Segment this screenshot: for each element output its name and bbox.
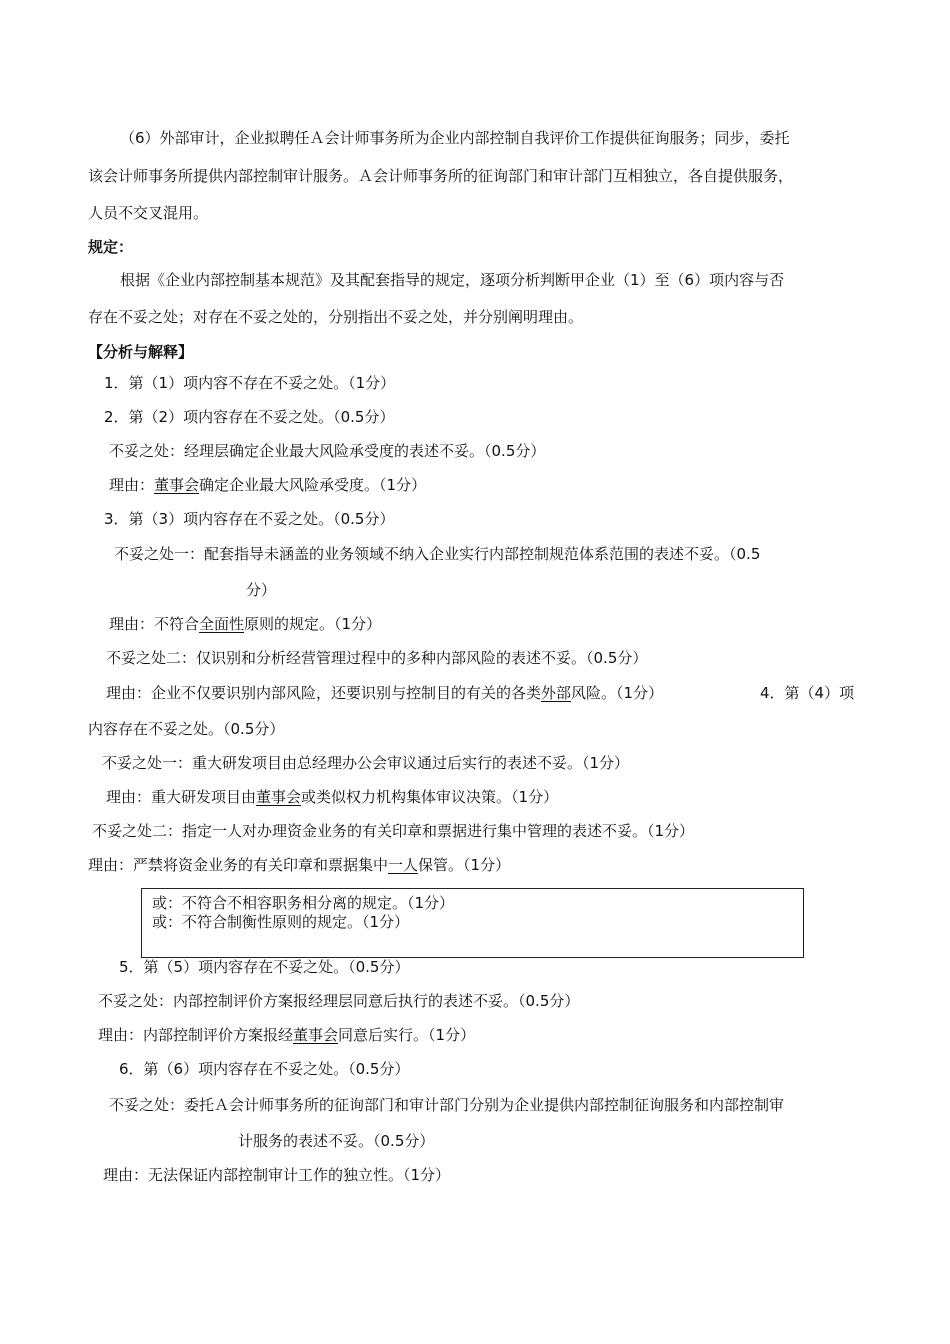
item-1: 1．第（1）项内容不存在不妥之处。（1分） — [104, 374, 396, 392]
item-6: 6．第（6）项内容存在不妥之处。（0.5分） — [119, 1060, 410, 1078]
item-4-cont: 内容存在不妥之处。（0.5分） — [88, 720, 285, 738]
item-3-flaw-1: 不妥之处一：配套指导未涵盖的业务领域不纳入企业实行内部控制规范体系范围的表述不妥。（0.5 — [114, 545, 761, 563]
intro-line-3: 人员不交叉混用。 — [88, 204, 209, 222]
item-6-reason: 理由：无法保证内部控制审计工作的独立性。（1分） — [103, 1166, 451, 1184]
item-5: 5．第（5）项内容存在不妥之处。（0.5分） — [119, 958, 410, 976]
item-4-reason-1: 理由：重大研发项目由董事会或类似权力机构集体审议决策。（1分） — [106, 788, 559, 806]
item-4-start: 4．第（4）项 — [760, 684, 855, 702]
item-2-reason: 理由：董事会确定企业最大风险承受度。（1分） — [109, 476, 427, 494]
rule-line-1: 根据《企业内部控制基本规范》及其配套指导的规定，逐项分析判断甲企业（1）至（6）项内容与否 — [120, 271, 785, 289]
alternative-reasons-box — [141, 888, 804, 958]
item-6-flaw-cont: 计服务的表述不妥。（0.5分） — [238, 1132, 435, 1150]
analysis-heading: 【分析与解释】 — [88, 343, 194, 361]
item-6-flaw: 不妥之处：委托Ａ会计师事务所的征询部门和审计部门分别为企业提供内部控制征询服务和内部控制审 — [109, 1096, 785, 1114]
box-line-1: 或：不符合不相容职务相分离的规定。（1分） — [152, 894, 455, 912]
item-4-flaw-2: 不妥之处二：指定一人对办理资金业务的有关印章和票据进行集中管理的表述不妥。（1分） — [92, 822, 695, 840]
item-3-flaw-2: 不妥之处二：仅识别和分析经营管理过程中的多种内部风险的表述不妥。（0.5分） — [106, 649, 648, 667]
rule-heading: 规定： — [88, 238, 134, 256]
item-2-flaw: 不妥之处：经理层确定企业最大风险承受度的表述不妥。（0.5分） — [109, 442, 546, 460]
item-4-flaw-1: 不妥之处一：重大研发项目由总经理办公会审议通过后实行的表述不妥。（1分） — [102, 754, 630, 772]
item-5-reason: 理由：内部控制评价方案报经董事会同意后实行。（1分） — [98, 1026, 476, 1044]
intro-line-1: （6）外部审计，企业拟聘任Ａ会计师事务所为企业内部控制自我评价工作提供征询服务；同步，委托 — [120, 129, 790, 147]
rule-line-2: 存在不妥之处；对存在不妥之处的，分别指出不妥之处，并分别阐明理由。 — [88, 308, 584, 326]
item-3-reason-2: 理由：企业不仅要识别内部风险，还要识别与控制目的有关的各类外部风险。（1分） — [106, 684, 664, 702]
item-3-reason-1: 理由：不符合全面性原则的规定。（1分） — [109, 615, 382, 633]
intro-line-2: 该会计师事务所提供内部控制审计服务。Ａ会计师事务所的征询部门和审计部门互相独立，各自提供服务， — [88, 167, 794, 185]
item-3-flaw-1-cont: 分） — [246, 581, 277, 599]
item-3: 3．第（3）项内容存在不妥之处。（0.5分） — [104, 510, 395, 528]
item-5-flaw: 不妥之处：内部控制评价方案报经理层同意后执行的表述不妥。（0.5分） — [98, 992, 580, 1010]
box-line-2: 或：不符合制衡性原则的规定。（1分） — [152, 913, 410, 931]
item-4-reason-2: 理由：严禁将资金业务的有关印章和票据集中一人保管。（1分） — [88, 856, 511, 874]
item-2: 2．第（2）项内容存在不妥之处。（0.5分） — [104, 408, 395, 426]
